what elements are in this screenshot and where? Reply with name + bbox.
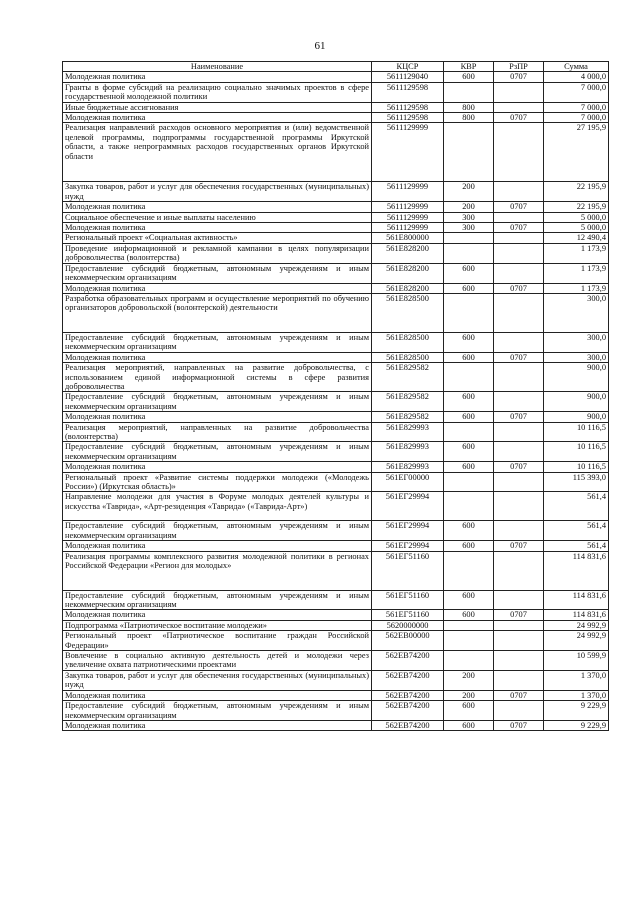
cell-name: Направление молодежи для участия в Форуме молодых деятелей культуры и искусства «Таврида», «Арт-резиденция «Таврида» («Таврида-Арт») — [63, 492, 372, 521]
table-row — [63, 631, 609, 651]
cell-code: 561EГ51160 — [372, 610, 444, 620]
cell-sum: 900,0 — [544, 363, 609, 392]
cell-rzpr: 0707 — [494, 412, 544, 422]
table-row — [63, 521, 609, 541]
table-row — [63, 182, 609, 202]
table-row — [63, 422, 609, 442]
cell-kvr: 600 — [444, 263, 494, 283]
cell-name: Закупка товаров, работ и услуг для обеспечения государственных (муниципальных) нужд — [63, 670, 372, 690]
cell-name: Молодежная политика — [63, 412, 372, 422]
cell-sum: 114 831,6 — [544, 551, 609, 590]
cell-kvr: 600 — [444, 541, 494, 551]
cell-sum: 1 173,9 — [544, 283, 609, 293]
cell-sum: 7 000,0 — [544, 82, 609, 102]
cell-rzpr: 0707 — [494, 113, 544, 123]
cell-sum: 7 000,0 — [544, 102, 609, 112]
cell-sum: 114 831,6 — [544, 590, 609, 610]
table-row — [63, 233, 609, 243]
cell-name: Социальное обеспечение и иные выплаты населению — [63, 212, 372, 222]
cell-code: 561EГ51160 — [372, 590, 444, 610]
cell-code: 5611129598 — [372, 102, 444, 112]
cell-rzpr — [494, 182, 544, 202]
table-row — [63, 332, 609, 352]
cell-code: 5611129999 — [372, 182, 444, 202]
cell-sum: 900,0 — [544, 412, 609, 422]
table-row — [63, 363, 609, 392]
cell-code: 5611129598 — [372, 82, 444, 102]
cell-sum: 561,4 — [544, 492, 609, 521]
cell-rzpr: 0707 — [494, 223, 544, 233]
cell-kvr: 200 — [444, 690, 494, 700]
cell-kvr — [444, 492, 494, 521]
cell-name: Иные бюджетные ассигнования — [63, 102, 372, 112]
cell-kvr — [444, 123, 494, 182]
cell-sum: 561,4 — [544, 541, 609, 551]
cell-sum: 22 195,9 — [544, 202, 609, 212]
cell-name: Разработка образовательных программ и осуществление мероприятий по обучению организаторов добровольской (волонтерской) деятельности — [63, 293, 372, 332]
cell-sum: 300,0 — [544, 293, 609, 332]
page-number: 61 — [314, 40, 326, 52]
cell-rzpr: 0707 — [494, 541, 544, 551]
cell-name: Молодежная политика — [63, 283, 372, 293]
table-row — [63, 472, 609, 492]
cell-code: 561E829582 — [372, 392, 444, 412]
cell-rzpr — [494, 701, 544, 721]
cell-rzpr: 0707 — [494, 202, 544, 212]
cell-code: 562EB74200 — [372, 690, 444, 700]
table-row — [63, 223, 609, 233]
table-row — [63, 492, 609, 521]
cell-code: 561E829993 — [372, 422, 444, 442]
cell-sum: 561,4 — [544, 521, 609, 541]
budget-table — [62, 61, 609, 731]
cell-sum: 9 229,9 — [544, 701, 609, 721]
cell-name: Предоставление субсидий бюджетным, автономным учреждениям и иным некоммерческим организациям — [63, 263, 372, 283]
cell-rzpr — [494, 590, 544, 610]
cell-code: 5611129598 — [372, 113, 444, 123]
table-row — [63, 670, 609, 690]
cell-sum: 24 992,9 — [544, 631, 609, 651]
cell-code: 561E828200 — [372, 263, 444, 283]
cell-name: Реализация мероприятий, направленных на развитие добровольчества, с использованием единой информационной системы в сфере развития добровольчества — [63, 363, 372, 392]
cell-code: 5611129999 — [372, 202, 444, 212]
cell-name: Гранты в форме субсидий на реализацию социально значимых проектов в сфере государственной молодежной политики — [63, 82, 372, 102]
cell-sum: 4 000,0 — [544, 72, 609, 82]
cell-code: 562EB74200 — [372, 670, 444, 690]
table-row — [63, 113, 609, 123]
table-row — [63, 82, 609, 102]
table-row — [63, 551, 609, 590]
cell-rzpr — [494, 551, 544, 590]
cell-code: 561E829993 — [372, 442, 444, 462]
cell-code: 561E828500 — [372, 332, 444, 352]
cell-code: 561EГ29994 — [372, 541, 444, 551]
table-row — [63, 651, 609, 671]
cell-sum: 27 195,9 — [544, 123, 609, 182]
cell-name: Молодежная политика — [63, 462, 372, 472]
cell-sum: 10 116,5 — [544, 462, 609, 472]
cell-sum: 5 000,0 — [544, 223, 609, 233]
cell-sum: 24 992,9 — [544, 620, 609, 630]
table-row — [63, 701, 609, 721]
cell-sum: 22 195,9 — [544, 182, 609, 202]
cell-kvr: 600 — [444, 442, 494, 462]
cell-name: Проведение информационной и рекламной кампании в целях популяризации добровольчества (волонтерства) — [63, 243, 372, 263]
cell-rzpr — [494, 521, 544, 541]
cell-sum: 1 173,9 — [544, 263, 609, 283]
column-header-sum: Сумма — [544, 62, 609, 72]
cell-name: Предоставление субсидий бюджетным, автономным учреждениям и иным некоммерческим организациям — [63, 332, 372, 352]
cell-code: 561E828200 — [372, 283, 444, 293]
cell-code: 561EГ00000 — [372, 472, 444, 492]
cell-kvr: 200 — [444, 670, 494, 690]
cell-name: Вовлечение в социально активную деятельность детей и молодежи через увеличение охвата патриотическими проектами — [63, 651, 372, 671]
cell-kvr — [444, 363, 494, 392]
cell-kvr: 800 — [444, 102, 494, 112]
cell-name: Реализация мероприятий, направленных на развитие добровольчества (волонтерства) — [63, 422, 372, 442]
table-row — [63, 541, 609, 551]
cell-rzpr — [494, 293, 544, 332]
cell-kvr: 600 — [444, 462, 494, 472]
cell-rzpr — [494, 263, 544, 283]
cell-code: 562EB74200 — [372, 720, 444, 730]
cell-kvr: 600 — [444, 720, 494, 730]
cell-code: 561E829582 — [372, 412, 444, 422]
cell-code: 561E828500 — [372, 293, 444, 332]
cell-code: 561E828500 — [372, 352, 444, 362]
cell-rzpr — [494, 631, 544, 651]
cell-code: 561EГ51160 — [372, 551, 444, 590]
cell-kvr — [444, 293, 494, 332]
table-row — [63, 243, 609, 263]
cell-name: Предоставление субсидий бюджетным, автономным учреждениям и иным некоммерческим организациям — [63, 521, 372, 541]
column-header-kvr: КВР — [444, 62, 494, 72]
cell-name: Молодежная политика — [63, 690, 372, 700]
cell-sum: 12 490,4 — [544, 233, 609, 243]
table-row — [63, 283, 609, 293]
cell-kvr — [444, 620, 494, 630]
cell-name: Подпрограмма «Патриотическое воспитание молодежи» — [63, 620, 372, 630]
cell-kvr: 600 — [444, 283, 494, 293]
cell-rzpr — [494, 620, 544, 630]
cell-rzpr: 0707 — [494, 283, 544, 293]
cell-name: Реализация направлений расходов основного мероприятия и (или) ведомственной целевой программы, подпрограммы государственной программы Иркутской области, а также непрограммных расходов государственных органов Иркутской области — [63, 123, 372, 182]
cell-kvr — [444, 422, 494, 442]
cell-kvr: 600 — [444, 352, 494, 362]
cell-name: Предоставление субсидий бюджетным, автономным учреждениям и иным некоммерческим организациям — [63, 392, 372, 412]
table-row — [63, 392, 609, 412]
cell-kvr — [444, 233, 494, 243]
cell-sum: 10 599,9 — [544, 651, 609, 671]
cell-sum: 5 000,0 — [544, 212, 609, 222]
cell-sum: 114 831,6 — [544, 610, 609, 620]
cell-sum: 10 116,5 — [544, 422, 609, 442]
cell-code: 562EB00000 — [372, 631, 444, 651]
cell-code: 562EB74200 — [372, 651, 444, 671]
cell-kvr: 200 — [444, 182, 494, 202]
column-header-rzpr: РзПР — [494, 62, 544, 72]
cell-code: 561E828200 — [372, 243, 444, 263]
cell-code: 5611129999 — [372, 223, 444, 233]
cell-name: Региональный проект «Развитие системы поддержки молодежи («Молодежь России») (Иркутская область)» — [63, 472, 372, 492]
cell-rzpr — [494, 82, 544, 102]
cell-kvr — [444, 243, 494, 263]
table-row — [63, 72, 609, 82]
cell-code: 561E829582 — [372, 363, 444, 392]
cell-name: Молодежная политика — [63, 720, 372, 730]
cell-name: Региональный проект «Социальная активность» — [63, 233, 372, 243]
cell-code: 562EB74200 — [372, 701, 444, 721]
cell-kvr — [444, 472, 494, 492]
cell-code: 5611129999 — [372, 212, 444, 222]
table-header-row — [63, 62, 609, 72]
cell-kvr: 600 — [444, 332, 494, 352]
cell-sum: 300,0 — [544, 352, 609, 362]
cell-rzpr — [494, 492, 544, 521]
cell-name: Молодежная политика — [63, 541, 372, 551]
cell-sum: 9 229,9 — [544, 720, 609, 730]
cell-rzpr: 0707 — [494, 462, 544, 472]
table-row — [63, 202, 609, 212]
cell-rzpr — [494, 651, 544, 671]
cell-rzpr: 0707 — [494, 72, 544, 82]
cell-name: Предоставление субсидий бюджетным, автономным учреждениям и иным некоммерческим организациям — [63, 701, 372, 721]
cell-kvr — [444, 551, 494, 590]
cell-name: Молодежная политика — [63, 610, 372, 620]
table-row — [63, 263, 609, 283]
cell-sum: 1 370,0 — [544, 690, 609, 700]
cell-rzpr — [494, 422, 544, 442]
cell-sum: 115 393,0 — [544, 472, 609, 492]
cell-rzpr: 0707 — [494, 352, 544, 362]
cell-rzpr — [494, 243, 544, 263]
table-row — [63, 590, 609, 610]
cell-code: 5611129040 — [372, 72, 444, 82]
cell-sum: 1 370,0 — [544, 670, 609, 690]
cell-sum: 900,0 — [544, 392, 609, 412]
cell-kvr — [444, 651, 494, 671]
cell-rzpr — [494, 212, 544, 222]
cell-rzpr: 0707 — [494, 720, 544, 730]
cell-rzpr — [494, 670, 544, 690]
table-row — [63, 352, 609, 362]
cell-code: 5611129999 — [372, 123, 444, 182]
table-row — [63, 610, 609, 620]
table-row — [63, 412, 609, 422]
cell-rzpr: 0707 — [494, 610, 544, 620]
cell-code: 561E800000 — [372, 233, 444, 243]
cell-code: 5620000000 — [372, 620, 444, 630]
table-row — [63, 102, 609, 112]
cell-name: Предоставление субсидий бюджетным, автономным учреждениям и иным некоммерческим организациям — [63, 590, 372, 610]
cell-kvr: 200 — [444, 202, 494, 212]
column-header-code: КЦСР — [372, 62, 444, 72]
cell-rzpr — [494, 332, 544, 352]
cell-name: Молодежная политика — [63, 202, 372, 212]
cell-kvr: 600 — [444, 590, 494, 610]
cell-kvr: 600 — [444, 72, 494, 82]
table-row — [63, 123, 609, 182]
cell-kvr: 600 — [444, 701, 494, 721]
cell-kvr: 600 — [444, 610, 494, 620]
cell-kvr: 800 — [444, 113, 494, 123]
cell-kvr: 300 — [444, 223, 494, 233]
cell-name: Предоставление субсидий бюджетным, автономным учреждениям и иным некоммерческим организациям — [63, 442, 372, 462]
table-row — [63, 690, 609, 700]
cell-name: Молодежная политика — [63, 352, 372, 362]
cell-sum: 1 173,9 — [544, 243, 609, 263]
cell-name: Реализация программы комплексного развития молодежной политики в регионах Российской Федерации «Регион для молодых» — [63, 551, 372, 590]
cell-sum: 300,0 — [544, 332, 609, 352]
cell-code: 561EГ29994 — [372, 492, 444, 521]
cell-kvr — [444, 82, 494, 102]
table-row — [63, 442, 609, 462]
cell-name: Закупка товаров, работ и услуг для обеспечения государственных (муниципальных) нужд — [63, 182, 372, 202]
cell-kvr — [444, 631, 494, 651]
cell-rzpr — [494, 442, 544, 462]
cell-rzpr — [494, 233, 544, 243]
cell-rzpr — [494, 102, 544, 112]
cell-rzpr — [494, 472, 544, 492]
cell-name: Молодежная политика — [63, 113, 372, 123]
cell-rzpr: 0707 — [494, 690, 544, 700]
cell-rzpr — [494, 392, 544, 412]
table-row — [63, 293, 609, 332]
table-row — [63, 462, 609, 472]
cell-sum: 7 000,0 — [544, 113, 609, 123]
cell-kvr: 600 — [444, 521, 494, 541]
column-header-name: Наименование — [63, 62, 372, 72]
table-row — [63, 620, 609, 630]
cell-code: 561EГ29994 — [372, 521, 444, 541]
cell-name: Молодежная политика — [63, 223, 372, 233]
cell-kvr: 600 — [444, 412, 494, 422]
cell-kvr: 600 — [444, 392, 494, 412]
cell-name: Молодежная политика — [63, 72, 372, 82]
cell-sum: 10 116,5 — [544, 442, 609, 462]
cell-name: Региональный проект «Патриотическое воспитание граждан Российской Федерации» — [63, 631, 372, 651]
cell-rzpr — [494, 123, 544, 182]
cell-kvr: 300 — [444, 212, 494, 222]
table-row — [63, 212, 609, 222]
cell-code: 561E829993 — [372, 462, 444, 472]
table-row — [63, 720, 609, 730]
cell-rzpr — [494, 363, 544, 392]
